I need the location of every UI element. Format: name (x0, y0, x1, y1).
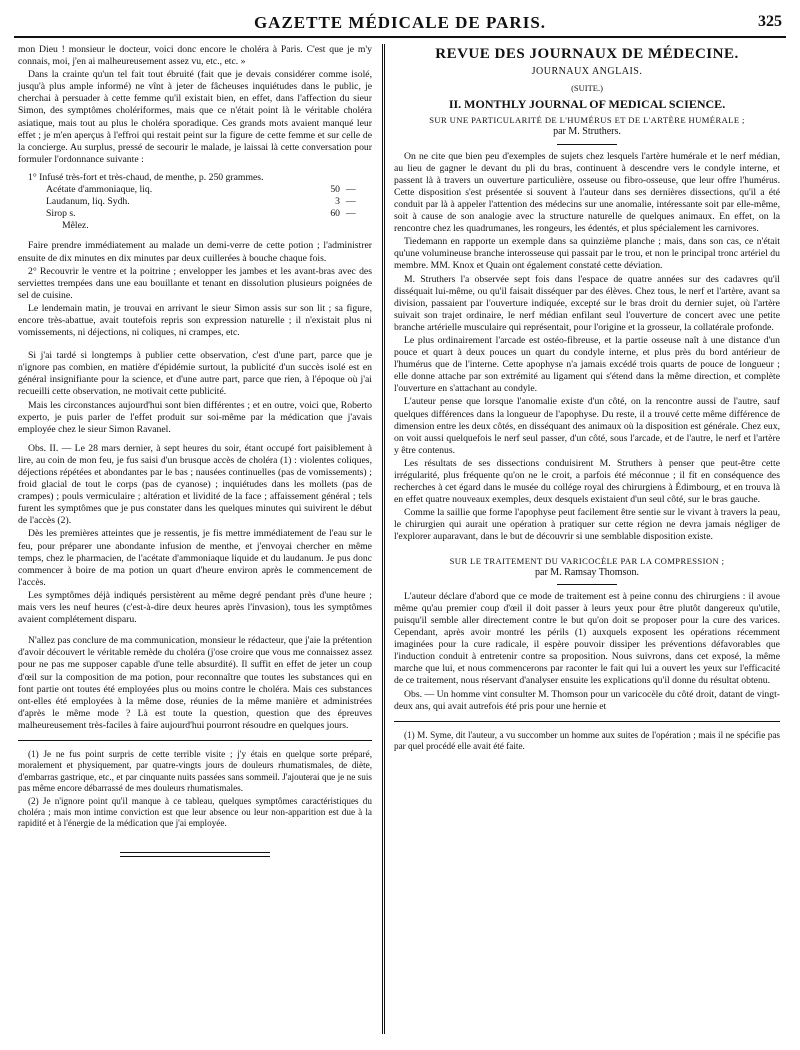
paragraph: Mais les circonstances aujourd'hui sont bien différentes ; et en outre, voici que, Roberto experto, je puis parler de l'effet produit sur soi-même par la médication que j'avais employée chez le sieur Simon Ravanel. (18, 399, 372, 435)
paragraph: M. Struthers l'a observée sept fois dans l'espace de quatre années sur des cadavres qu'il disséquait lui-même, ou qu'il faisait disséquer par des élèves. Chez tous, le nerf et l'artère, avant sa division, passaient par l'ouverture indiquée, excepté sur le bras droit du dernier sujet, où l'artère suivait son trajet ordinaire, le nerf médian enfilant seul l'ouverture de concert avec une petite branche artérielle musculaire qui représentait, pour l'origine et la grosseur, la collatérale profonde. (394, 273, 780, 333)
paragraph: N'allez pas conclure de ma communication, monsieur le rédacteur, que j'aie la prétention d'avoir découvert le véritable remède du choléra (j'ose croire que vous me connaissez assez pour ne pas me supposer capable d'une telle absurdité). Il suffit en effet de jeter un coup d'œil sur la composition de ma potion, pour reconnaître que toutes les substances qui en font partie ont toutes été employées plus ou moins contre le choléra. Mais ces substances ont-elles été employées à la même dose, réunies de la même manière et administrées d'après le même mode ? Là est toute la question, question que des épreuves malheureusement très-faciles à faire aujourd'hui pourront résoudre en quelques jours. (18, 635, 372, 731)
article-author: par M. Ramsay Thomson. (535, 566, 639, 578)
right-column (394, 44, 780, 754)
paragraph: Les symptômes déjà indiqués persistèrent au même degré pendant près d'une heure ; mais vers les neuf heures (c'est-à-dire deux heures après l'invasion), tous les symptômes avaient complétement disparu. (18, 589, 372, 626)
footnotes (18, 749, 372, 830)
left-column (18, 44, 372, 857)
article-author: par M. Struthers. (553, 126, 621, 138)
paragraph: mon Dieu ! monsieur le docteur, voici donc encore le choléra à Paris. C'est que je m'y connais, moi, j'en ai malheureusement assez vu, etc., etc. » (18, 44, 372, 68)
paragraph: L'auteur déclare d'abord que ce mode de traitement est à peine connu des chirurgiens : il avoue même qu'au premier coup d'œil il doit passer à leurs yeux pour être plutôt dangereux qu'utile, puisqu'il semble aller directement contre le but qu'on doit se proposer pour la cure des varices. Cependant, après avoir montré les périls (1) auxquels exposent les opérations récemment imaginées pour la cure radicale, il espère pouvoir dissiper les préventions défavorables que l'induction conduit à entretenir contre sa proposition. Nous suivrons, dans cet exposé, la même marche que lui, et nous commencerons par raconter le fait qui lui a ouvert les yeux sur l'efficacité de ce traitement, nous réservant d'analyser ensuite les explications qu'il donne du résultat obtenu. (394, 590, 780, 687)
end-rules (18, 852, 372, 857)
prescription (18, 172, 372, 232)
footnote-rule (394, 721, 780, 722)
paragraph: Le plus ordinairement l'arcade est ostéo-fibreuse, et la partie osseuse naît à une distance d'un pouce et quart à deux pouces un quart du condyle interne, et plus près du bord antérieur de l'humérus que de l'interne. Cette apophyse n'a jamais excédé trois quarts de pouce de longueur ; elle donne attache par son extrémité au ligament qui s'étend dans la même direction, et complète l'ouverture en s'attachant au condyle. (394, 334, 780, 395)
continued-label: (SUITE.) (571, 83, 603, 94)
footnote: (2) Je n'ignore point qu'il manque à ce tableau, quelques symptômes caractéristiques du choléra ; mais mon intime conviction est que leur absence ou leur non-apparition est due à la rapidité et à l'énergie de la médication que j'ai employée. (18, 795, 372, 829)
prescription-title: 1° Infusé très-fort et très-chaud, de menthe, p. 250 grammes. (28, 171, 264, 183)
footnote: (1) Je ne fus point surpris de cette terrible visite ; j'y étais en quelque sorte préparé, moralement et physiquement, par quatre-vingts jours de douleurs rhumatismales, de diète, d'embarras gastrique, etc., et par cinquante nuits passées sans sommeil. J'ajouterai que je ne suis pas même encore débarrassé de mes douleurs rhumatismales. (18, 748, 372, 794)
paragraph: Les résultats de ses dissections conduisirent M. Struthers à penser que peut-être cette irrégularité, plus fréquente qu'on ne le croit, a parfois été méconnue ; il fit en conséquence des recherches à cet égard dans le musée du collége royal des chirurgiens à Édimbourg, et en trouva là en effet quatre nouveaux exemples, deux desquels existaient d'un seul côté, sur le bras gauche. (394, 457, 780, 506)
paragraph: Faire prendre immédiatement au malade un demi-verre de cette potion ; l'administrer ensuite de dix minutes en dix minutes par deux cuillerées à bouche chaque fois. (18, 240, 372, 264)
journal-name: GAZETTE MÉDICALE DE PARIS. (253, 13, 547, 32)
paragraph: Le lendemain matin, je trouvai en arrivant le sieur Simon assis sur son lit ; sa figure, encore très-abattue, avait toutefois repris son expression naturelle ; il n'existait plus ni vomissements, ni déjections, ni coliques, ni crampes, etc. (18, 302, 372, 339)
running-head (14, 10, 786, 38)
paragraph: Comme la saillie que forme l'apophyse peut facilement être sentie sur le vivant à travers la peau, le chirurgien qui aurait une opération à pratiquer sur cette région ne devra jamais négliger de l'explorer auparavant, dans le but de découvrir si une semblable disposition existe. (394, 507, 780, 543)
page-number: 325 (758, 13, 782, 30)
prescription-item: Laudanum, liq. Sydh. 3 — (46, 196, 356, 208)
paragraph: Obs. II. — Le 28 mars dernier, à sept heures du soir, étant occupé fort paisiblement à lire, au coin de mon feu, je fus saisi d'un brusque accès de choléra (1) : violentes coliques, déjections répétées et abondantes par le bas ; nausées continuelles (pas de vomissements) ; froid glacial de tout le corps (pas de cyanose) ; inquiétudes dans les mollets (pas de crampes) ; pouls vermiculaire ; altération et lividité de la face ; affaissement général ; tels furent les symptômes que je pus constater dans les quelques minutes qui suivirent le début de l'accès (2). (18, 442, 372, 527)
paragraph: Si j'ai tardé si longtemps à publier cette observation, c'est d'une part, parce que je n'ignore pas combien, en matière d'épidémie surtout, la publicité d'un succès isolé est en général insignifiante pour la science, et d'une autre part, parce que rien, à l'époque où j'ai recueilli cette observation, ne motivait cette publicité. (18, 350, 372, 398)
prescription-mix: Mêlez. (62, 220, 89, 232)
section-title: REVUE DES JOURNAUX DE MÉDECINE. (435, 46, 739, 62)
prescription-item: Acétate d'ammoniaque, liq. 50 — (46, 184, 356, 196)
column-divider (382, 44, 385, 1034)
paragraph: L'auteur pense que lorsque l'anomalie existe d'un côté, on la rencontre aussi de l'autre, sauf quelques différences dans la longueur de l'apophyse. Du reste, il a trouvé cette même différence de dimension entre les deux côtés, en disséquant des animaux où la disposition est générale. Chez eux, on voit aussi quelquefois le nerf seul passer, d'un côté, sous l'arcade, et de l'autre, le nerf et l'artère y être contenus. (394, 396, 780, 456)
paragraph: 2° Recouvrir le ventre et la poitrine ; envelopper les jambes et les avant-bras avec des serviettes trempées dans une eau bouillante et tenant en dissolution plusieurs poignées de sel de cuisine. (18, 265, 372, 301)
journal-title: II. MONTHLY JOURNAL OF MEDICAL SCIENCE. (448, 97, 726, 112)
paragraph: Obs. — Un homme vint consulter M. Thomson pour un varicocèle du côté droit, datant de vingt-deux ans, qui avait autrefois été pris pour une hernie et (394, 688, 780, 712)
prescription-item: Sirop s. 60 — (46, 208, 356, 220)
footnote-rule (18, 740, 372, 741)
footnote: (1) M. Syme, dit l'auteur, a vu succomber un homme aux suites de l'opération ; mais il ne spécifie pas par quel procédé elle avait été faite. (394, 729, 780, 752)
article-title: SUR LE TRAITEMENT DU VARICOCÈLE PAR LA COMPRESSION ; (449, 555, 725, 566)
footnotes (394, 730, 780, 753)
article-title: SUR UNE PARTICULARITÉ DE L'HUMÉRUS ET DE L'ARTÈRE HUMÉRALE ; (429, 115, 745, 126)
paragraph: On ne cite que bien peu d'exemples de sujets chez lesquels l'artère humérale et le nerf médian, au lieu de gagner le devant du pli du bras, continuent à descendre vers le condyle interne, et passent là à travers un ouverture particulière, osseuse ou fibro-osseuse, que leur offre l'humérus. Cette disposition s'est présentée si souvent à l'auteur dans ses dernières dissections, qu'il a été conduit par là à appeler l'attention des médecins sur une anomalie, intéressante soit par elle-même, soit à cause de son analogie avec la structure naturelle de quelques animaux. En effet, on la rencontre chez les quadrumanes, les rongeurs, les édentés, et plus spécialement les carnivores. (394, 150, 780, 235)
paragraph: Dans la crainte qu'un tel fait tout ébruité (fait que je devais considérer comme isolé, jusqu'à plus ample informé) ne vînt à jeter de fâcheuses inquiétudes dans le public, je cherchai à persuader à cette femme qu'il existait bien, en effet, dans l'affection du sieur Simon, des symptômes cholériformes, mais que ce n'était point là le véritable choléra asiatique, mais tout au plus le choléra sporadique. Ces grands mots avaient manqué leur effet ; je m'en aperçus à l'effroi qui restait peint sur la figure de cette femme et sur celle de la concierge. Au surplus, pressé de secourir le malade, je laissai là cette conversation pour formuler l'ordonnance suivante : (18, 69, 372, 165)
paragraph: Dès les premières atteintes que je ressentis, je fis mettre immédiatement de l'eau sur le feu, pour préparer une abondante infusion de menthe, et j'envoyai chercher en même temps, chez le pharmacien, de l'acétate d'ammoniaque liquide et du laudanum. Je pus donc commencer à boire de ma potion un quart d'heure environ après le commencement de l'accès. (18, 528, 372, 588)
paragraph: Tiedemann en rapporte un exemple dans sa quinzième planche ; mais, dans son cas, ce n'était qu'une volumineuse branche interosseuse qui passait par le trou, et non le principal tronc artériel du membre. MM. Knox et Quain ont également constaté cette déviation. (394, 236, 780, 272)
subsection-title: JOURNAUX ANGLAIS. (531, 66, 643, 78)
